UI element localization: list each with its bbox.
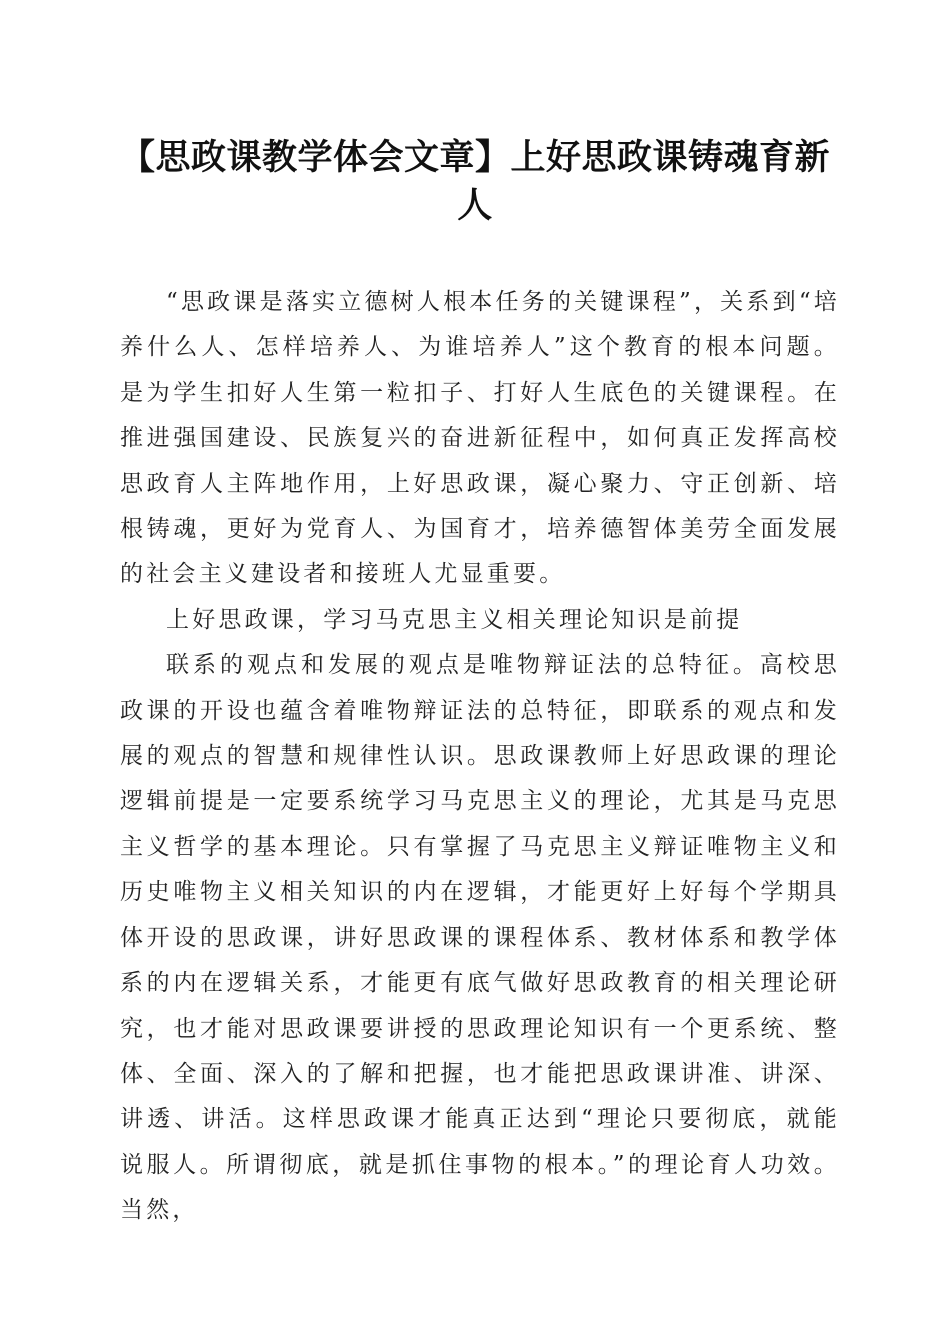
document-title: 【思政课教学体会文章】上好思政课铸魂育新人 [119,137,830,226]
body-paragraph: 联系的观点和发展的观点是唯物辩证法的总特征。高校思政课的开设也蕴含着唯物辩证法的总特征，即联系的观点和发展的观点的智慧和规律性认识。思政课教师上好思政课的理论逻辑前提是一定要系统学习马克思主义的理论，尤其是马克思主义哲学的基本理论。只有掌握了马克思主义辩证唯物主义和历史唯物主义相关知识的内在逻辑，才能更好上好每个学期具体开设的思政课，讲好思政课的课程体系、教材体系和教学体系的内在逻辑关系，才能更有底气做好思政教育的相关理论研究，也才能对思政课要讲授的思政理论知识有一个更系统、整体、全面、深入的了解和把握，也才能把思政课讲准、讲深、讲透、讲活。这样思政课才能真正达到“理论只要彻底，就能说服人。所谓彻底，就是抓住事物的根本。”的理论育人功效。当然， [120,652,840,1224]
intro-paragraph: “思政课是落实立德树人根本任务的关键课程”，关系到“培养什么人、怎样培养人、为谁培养人”这个教育的根本问题。是为学生扣好人生第一粒扣子、打好人生底色的关键课程。在推进强国建设、民族复兴的奋进新征程中，如何真正发挥高校思政育人主阵地作用，上好思政课，凝心聚力、守正创新、培根铸魂，更好为党育人、为国育才，培养德智体美劳全面发展的社会主义建设者和接班人尤显重要。 [120,289,840,588]
section-heading: 上好思政课，学习马克思主义相关理论知识是前提 [166,606,743,633]
document-body [120,280,840,1234]
